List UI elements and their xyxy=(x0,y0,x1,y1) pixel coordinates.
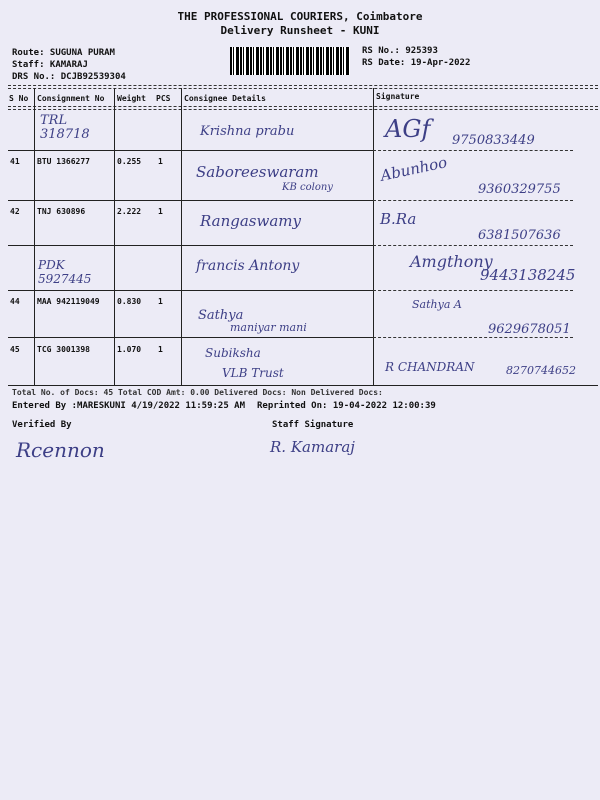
col-sno: S No xyxy=(9,94,29,103)
row-separator xyxy=(373,290,573,291)
staff-signature: R. Kamaraj xyxy=(270,438,355,456)
handwritten-phone: 9629678051 xyxy=(488,322,571,337)
handwritten-signature: B.Ra xyxy=(380,210,417,228)
row-separator xyxy=(8,150,373,151)
row-separator xyxy=(8,200,373,201)
sno-cell: 42 xyxy=(10,207,20,216)
handwritten-consignee: Krishna prabu xyxy=(200,124,295,139)
column-line xyxy=(181,88,182,385)
handwritten-phone: 9750833449 xyxy=(452,133,535,148)
handwritten-consignee: Subiksha xyxy=(205,346,261,360)
handwritten-signature: Amgthony xyxy=(410,252,493,271)
sno-cell: 45 xyxy=(10,345,20,354)
handwritten-consignment: TRL 318718 xyxy=(40,113,90,142)
sno-cell: 44 xyxy=(10,297,20,306)
pcs-cell: 1 xyxy=(158,345,163,354)
pcs-cell: 1 xyxy=(158,157,163,166)
totals-line: Total No. of Docs: 45 Total COD Amt: 0.00 Delivered Docs: Non Delivered Docs: xyxy=(12,389,383,395)
row-separator xyxy=(8,337,373,338)
column-line xyxy=(373,88,374,385)
handwritten-consignee: Saboreeswaram xyxy=(196,163,319,181)
barcode-image xyxy=(230,47,350,75)
reprinted-on: Reprinted On: 19-04-2022 12:00:39 xyxy=(257,401,436,411)
handwritten-phone: 9443138245 xyxy=(480,266,576,284)
consignment-cell: TNJ 630896 xyxy=(37,207,86,216)
weight-cell: 2.222 xyxy=(117,207,142,216)
weight-cell: 0.830 xyxy=(117,297,142,306)
verified-by-label: Verified By xyxy=(12,420,72,430)
handwritten-consignee-area: maniyar mani xyxy=(230,321,307,334)
col-consignment: Consignment No xyxy=(37,94,105,103)
drs-number: DRS No.: DCJB92539304 xyxy=(12,72,126,82)
handwritten-consignee: Sathya xyxy=(198,308,244,323)
table-bottom xyxy=(8,385,598,386)
handwritten-signature: Abunhoo xyxy=(378,153,449,185)
company-title: THE PROFESSIONAL COURIERS, Coimbatore xyxy=(177,10,423,23)
column-line xyxy=(114,88,115,385)
pcs-cell: 1 xyxy=(158,207,163,216)
col-consignee: Consignee Details xyxy=(184,94,266,103)
row-separator xyxy=(8,245,373,246)
handwritten-signature: AGf xyxy=(385,115,431,143)
rs-date: RS Date: 19-Apr-2022 xyxy=(362,58,471,68)
divider xyxy=(8,109,598,110)
consignment-cell: BTU 1366277 xyxy=(37,157,90,166)
entered-by: Entered By :MARESKUNI 4/19/2022 11:59:25 AM xyxy=(12,401,245,411)
handwritten-signature: Sathya A xyxy=(412,298,462,311)
col-signature: Signature xyxy=(376,92,420,101)
handwritten-signature: R CHANDRAN xyxy=(385,360,475,374)
handwritten-consignee-area: KB colony xyxy=(282,182,333,193)
handwritten-phone: 9360329755 xyxy=(478,182,561,197)
staff-field: Staff: KAMARAJ xyxy=(12,60,88,70)
consignment-cell: TCG 3001398 xyxy=(37,345,90,354)
pcs-cell: 1 xyxy=(158,297,163,306)
route-field: Route: SUGUNA PURAM xyxy=(12,48,115,58)
handwritten-consignment: PDK 5927445 xyxy=(38,258,92,286)
handwritten-phone: 8270744652 xyxy=(506,364,576,377)
sheet-title: Delivery Runsheet - KUNI xyxy=(220,24,380,37)
consignment-cell: MAA 942119049 xyxy=(37,297,100,306)
row-separator xyxy=(8,290,373,291)
sno-cell: 41 xyxy=(10,157,20,166)
handwritten-consignee: Rangaswamy xyxy=(200,212,301,230)
row-separator xyxy=(373,150,573,151)
divider xyxy=(8,88,598,89)
weight-cell: 0.255 xyxy=(117,157,142,166)
divider xyxy=(8,106,598,107)
divider xyxy=(8,85,598,86)
rs-number: RS No.: 925393 xyxy=(362,46,438,56)
verified-signature: Rcennon xyxy=(16,438,105,462)
handwritten-phone: 6381507636 xyxy=(478,228,561,243)
weight-cell: 1.070 xyxy=(117,345,142,354)
col-weight: Weight xyxy=(117,94,146,103)
handwritten-consignee: francis Antony xyxy=(196,258,300,274)
staff-signature-label: Staff Signature xyxy=(272,420,354,430)
column-line xyxy=(34,88,35,385)
row-separator xyxy=(373,337,573,338)
handwritten-consignee-area: VLB Trust xyxy=(222,366,284,380)
row-separator xyxy=(373,200,573,201)
row-separator xyxy=(373,245,573,246)
col-pcs: PCS xyxy=(156,94,171,103)
